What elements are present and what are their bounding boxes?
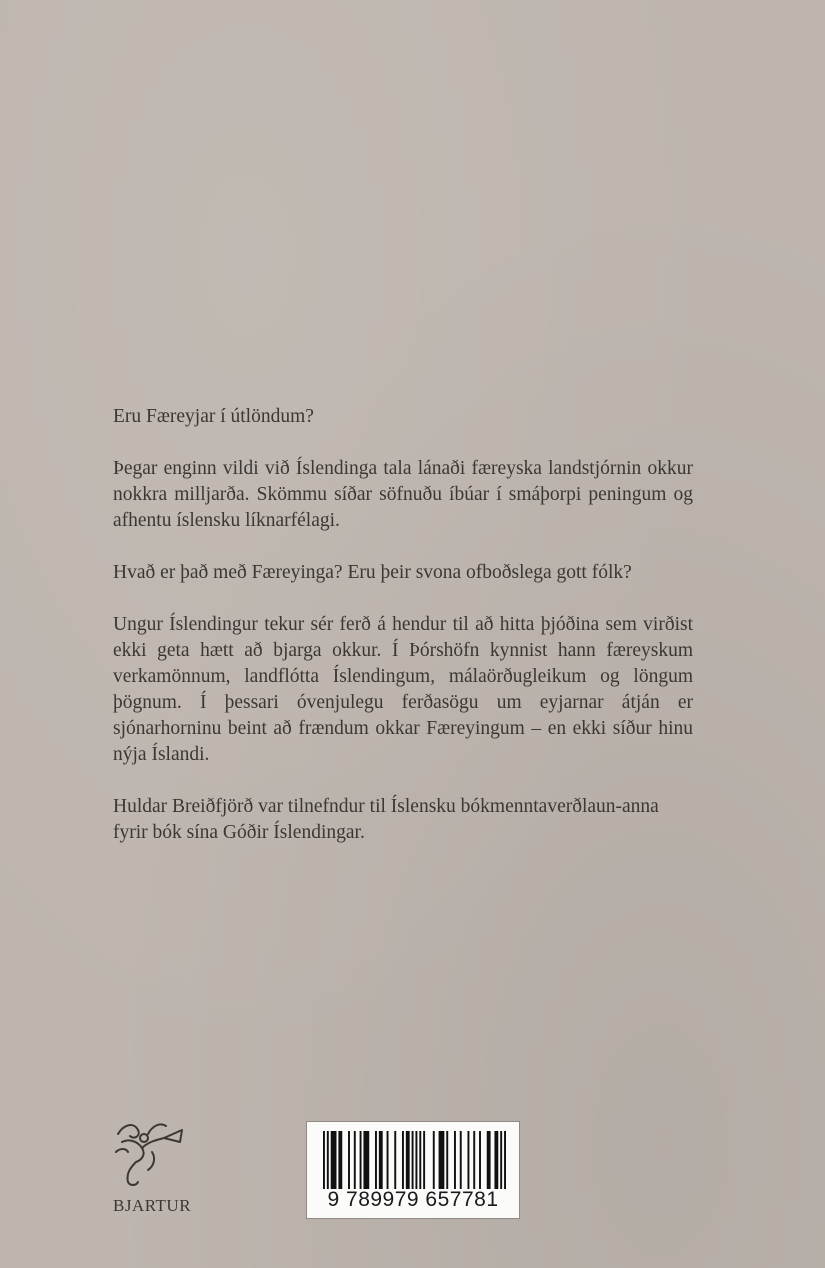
barcode-bar-16 — [419, 1131, 421, 1189]
barcode-bar-24 — [473, 1131, 475, 1189]
barcode-bar-4 — [348, 1131, 350, 1189]
barcode-bar-13 — [406, 1131, 410, 1189]
barcode-bar-19 — [439, 1131, 445, 1189]
blurb-text — [113, 404, 693, 872]
isbn-barcode — [306, 1121, 520, 1219]
barcode-bar-11 — [394, 1131, 396, 1189]
barcode-bar-3 — [338, 1131, 342, 1189]
isbn-number: 9 789979 657781 — [327, 1188, 499, 1211]
publisher-name: BJARTUR — [113, 1196, 192, 1215]
barcode-bar-2 — [331, 1131, 337, 1189]
barcode-bar-27 — [494, 1131, 498, 1189]
blurb-paragraph-loan: Þegar enginn vildi við Íslendinga tala lánaði færeyska landstjórnin okkur nokkra milljarða. Skömmu síðar söfnuðu íbúar í smáþorpi peningum og afhentu íslensku líknarfélagi. — [113, 458, 693, 531]
angel-trumpet-icon — [108, 1112, 188, 1190]
barcode-bar-6 — [360, 1131, 362, 1189]
blurb-paragraph-author: Huldar Breiðfjörð var tilnefndur til Íslensku bókmenntaverðlaun-anna fyrir bók sína Góðir Íslendingar. — [113, 796, 659, 843]
barcode-bar-20 — [446, 1131, 448, 1189]
blurb-paragraph-story: Ungur Íslendingur tekur sér ferð á hendur til að hitta þjóðina sem virðist ekki geta hætt að bjarga okkur. Í Þórshöfn kynnist hann færeyskum verkamönnum, landflótta Íslendingum, málaörðugleikum og löngum þögnum. Í þessari óvenjulegu ferðasögu um eyjarnar átján er sjónarhorninu beint að frændum okkar Færeyingum – en ekki síður hinu nýja Íslandi. — [113, 614, 693, 765]
barcode-bar-28 — [500, 1131, 502, 1189]
barcode-bar-10 — [387, 1131, 389, 1189]
barcode-bar-17 — [423, 1131, 425, 1189]
barcode-bar-15 — [415, 1131, 417, 1189]
barcode-bar-22 — [460, 1131, 462, 1189]
barcode-bar-8 — [375, 1131, 377, 1189]
barcode-bar-1 — [327, 1131, 329, 1189]
barcode-bar-26 — [487, 1131, 491, 1189]
barcode-bar-12 — [402, 1131, 404, 1189]
barcode-bar-0 — [323, 1131, 325, 1189]
barcode-bar-9 — [379, 1131, 383, 1189]
barcode-bar-7 — [363, 1131, 369, 1189]
barcode-bar-25 — [479, 1131, 481, 1189]
barcode-bar-23 — [467, 1131, 469, 1189]
blurb-paragraph-question: Hvað er það með Færeyinga? Eru þeir svona ofboðslega gott fólk? — [113, 562, 632, 583]
blurb-question: Eru Færeyjar í útlöndum? — [113, 406, 314, 427]
barcode-bar-18 — [433, 1131, 435, 1189]
barcode-bars — [323, 1131, 506, 1189]
barcode-bar-14 — [412, 1131, 414, 1189]
barcode-bar-21 — [454, 1131, 456, 1189]
barcode-bar-29 — [504, 1131, 506, 1189]
barcode-bar-5 — [354, 1131, 356, 1189]
